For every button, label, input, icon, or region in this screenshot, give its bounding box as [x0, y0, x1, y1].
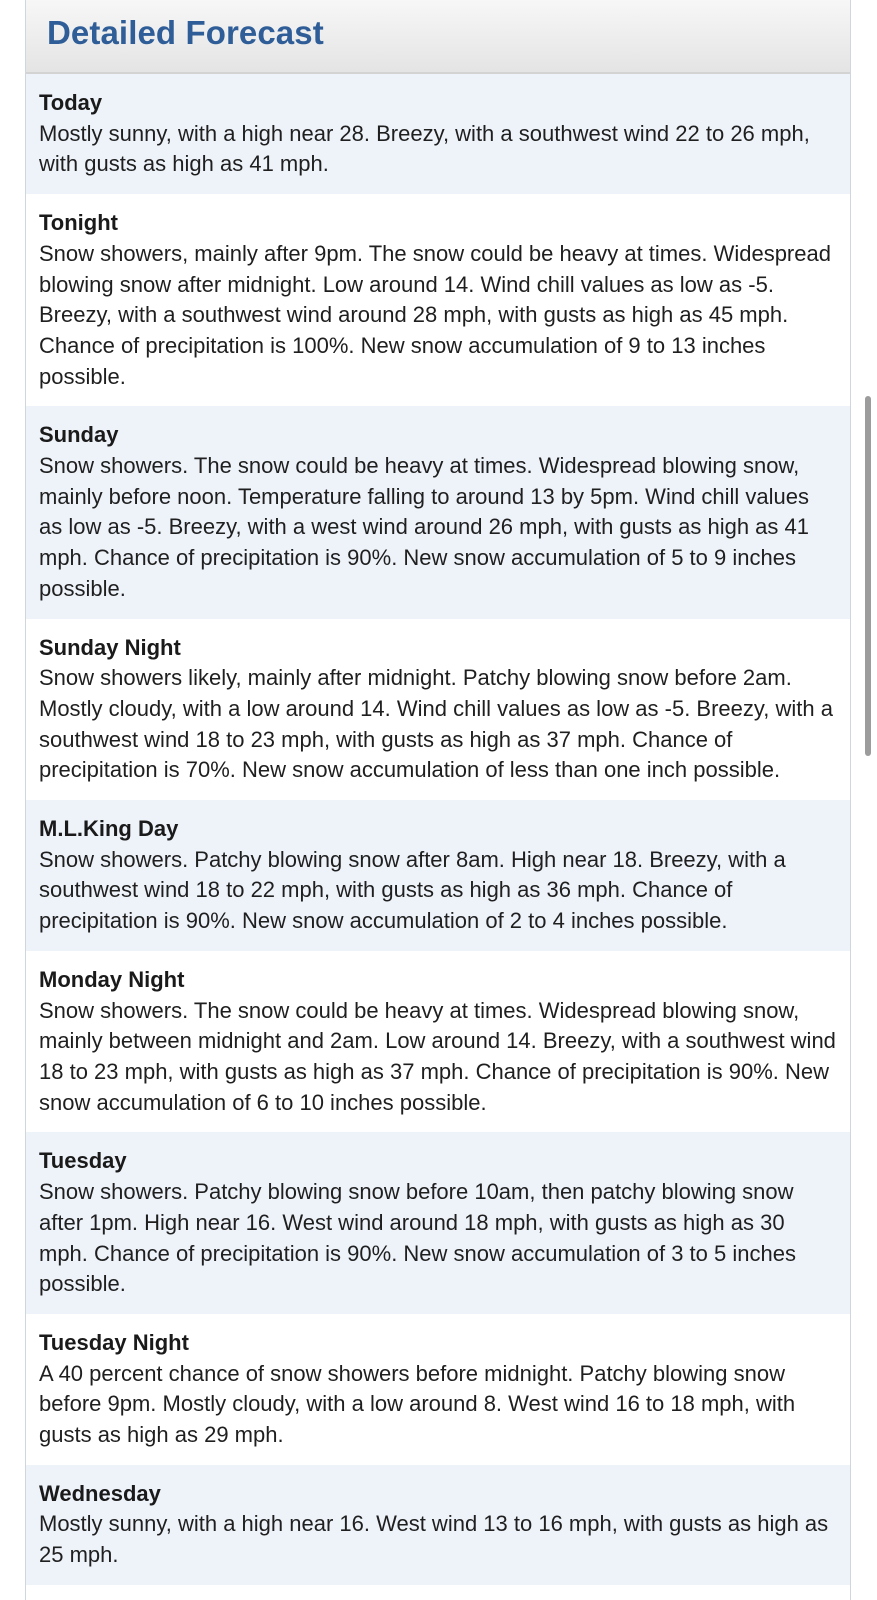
forecast-text: Snow showers. The snow could be heavy at times. Widespread blowing snow, mainly between midnight and 2am. Low around 14. Breezy, with a southwest wind 18 to 23 mph, with gusts as high as 37 mph. Chance of precipitation is 90%. New snow accumulation of 6 to 10 inches possible. [39, 997, 836, 1115]
forecast-text: A 40 percent chance of snow showers before midnight. Patchy blowing snow before 9pm. Mostly cloudy, with a low around 8. West wind 16 to 18 mph, with gusts as high as 29 mph. [39, 1360, 796, 1448]
panel-title: Detailed Forecast [47, 14, 324, 51]
detailed-forecast-panel [25, 0, 851, 1600]
forecast-text: Snow showers, mainly after 9pm. The snow could be heavy at times. Widespread blowing snow after midnight. Low around 14. Wind chill values as low as -5. Breezy, with a southwest wind around 28 mph, with gusts as high as 45 mph. Chance of precipitation is 100%. New snow accumulation of 9 to 13 inches possible. [39, 240, 831, 389]
forecast-period-label: Wednesday [39, 1480, 161, 1506]
forecast-text: Snow showers. The snow could be heavy at times. Widespread blowing snow, mainly before noon. Temperature falling to around 13 by 5pm. Wind chill values as low as -5. Breezy, with a west wind around 26 mph, with gusts as high as 41 mph. Chance of precipitation is 90%. New snow accumulation of 5 to 9 inches possible. [39, 453, 810, 601]
forecast-period-label: Tonight [39, 210, 118, 236]
forecast-period-label: Tuesday Night [39, 1329, 189, 1355]
forecast-row [26, 951, 850, 1133]
forecast-row [26, 194, 850, 406]
forecast-row [26, 800, 850, 951]
forecast-row [26, 1314, 850, 1465]
forecast-period-label: Sunday [39, 422, 119, 448]
forecast-text: Mostly sunny, with a high near 16. West wind 13 to 16 mph, with gusts as high as 25 mph. [39, 1511, 829, 1568]
vertical-scrollbar-thumb[interactable] [865, 396, 871, 756]
forecast-text: Snow showers. Patchy blowing snow before 10am, then patchy blowing snow after 1pm. High near 16. West wind around 18 mph, with gusts as high as 30 mph. Chance of precipitation is 90%. New snow accumulation of 3 to 5 inches possible. [39, 1179, 796, 1297]
forecast-period-label: M.L.King Day [39, 816, 179, 842]
forecast-period-label: Monday Night [39, 966, 185, 992]
forecast-text: Snow showers likely, mainly after midnight. Patchy blowing snow before 2am. Mostly cloudy, with a low around 14. Wind chill values as low as -5. Breezy, with a southwest wind 18 to 23 mph, with gusts as high as 37 mph. Chance of precipitation is 70%. New snow accumulation of less than one inch possible. [39, 665, 833, 783]
forecast-period-label: Sunday Night [39, 634, 181, 660]
forecast-period-label: Today [39, 90, 103, 115]
forecast-row [26, 74, 850, 194]
forecast-row [26, 1132, 850, 1314]
forecast-text: Mostly sunny, with a high near 28. Breezy, with a southwest wind 22 to 26 mph, with gusts as high as 41 mph. [39, 120, 810, 177]
panel-header [26, 0, 850, 74]
forecast-row [26, 619, 850, 801]
forecast-row [26, 1465, 850, 1585]
forecast-period-label: Tuesday [39, 1148, 127, 1174]
forecast-text: Snow showers. Patchy blowing snow after 8am. High near 18. Breezy, with a southwest wind 18 to 22 mph, with gusts as high as 36 mph. Chance of precipitation is 90%. New snow accumulation of 2 to 4 inches possible. [39, 846, 786, 934]
forecast-row [26, 406, 850, 618]
